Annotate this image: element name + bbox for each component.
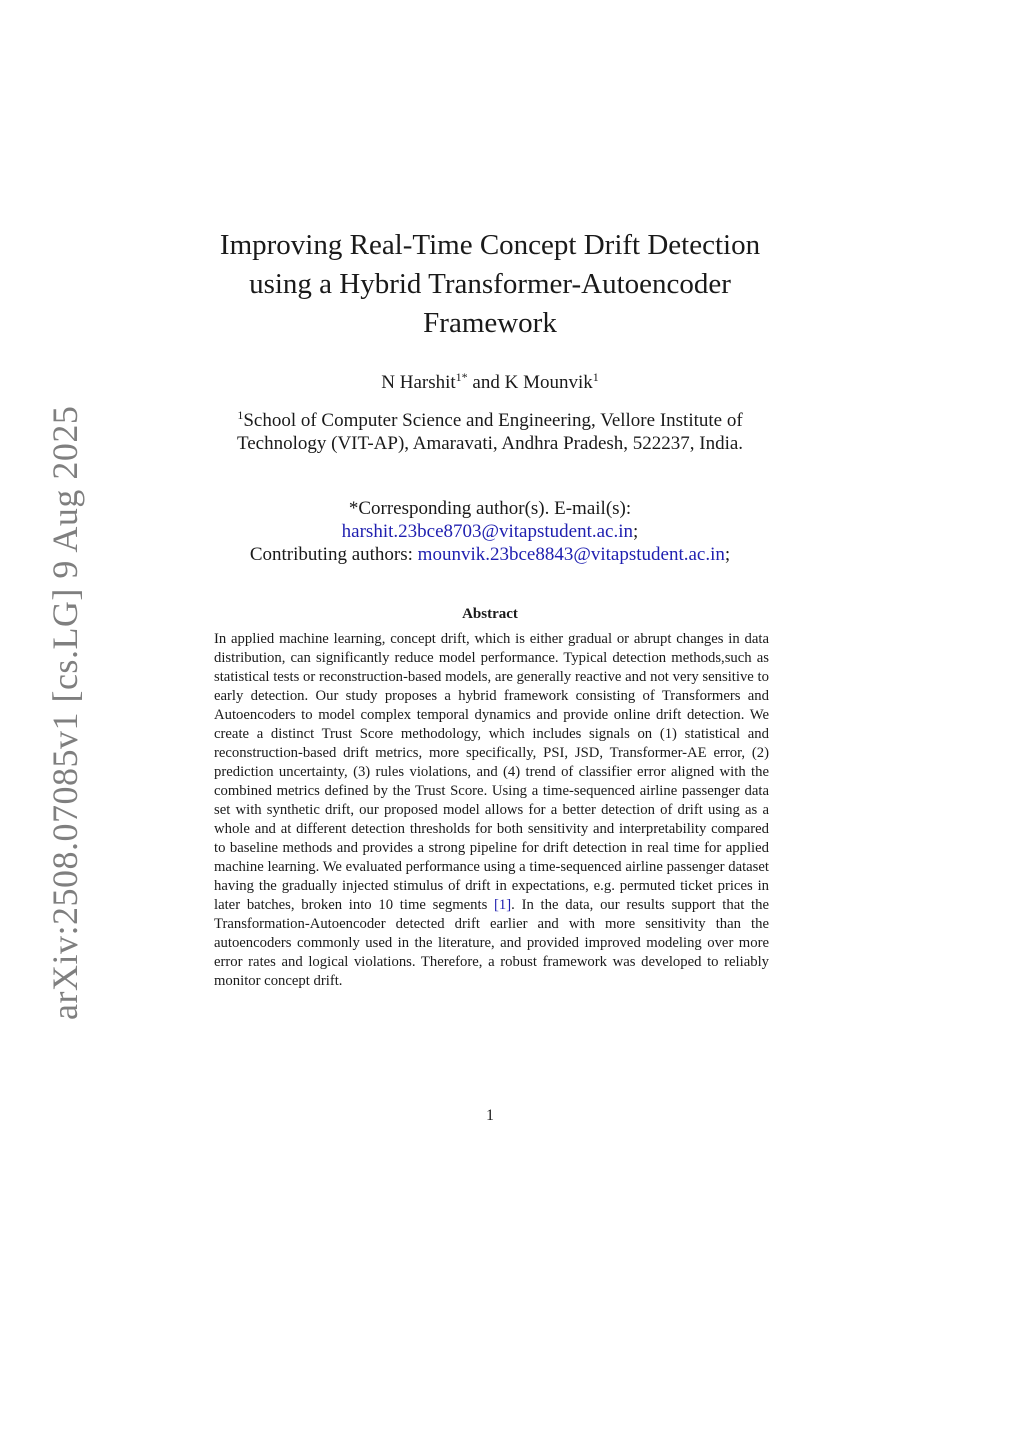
abstract-text: In applied machine learning, concept drift, which is either gradual or abrupt changes in data distribution, can significantly reduce model performance. Typical detection methods,such as statistical tests or reconstruction-based models, are generally reactive and not very sensitive to early detection. Our study proposes a hybrid framework consisting of Transformers and Autoencoders to model complex temporal dynamics and provide online drift detection. We create a distinct Trust Score methodology, which includes signals on (1) statistical and reconstruction-based drift metrics, more specifically, PSI, JSD, Transformer-AE error, (2) prediction uncertainty, (3) rules violations, and (4) trend of classifier error aligned with the combined metrics defined by the Trust Score. Using a time-sequenced airline passenger data set with synthetic drift, our proposed model allows for a better detection of drift using as a whole and at different detection thresholds for both sensitivity and interpretability compared to baseline methods and provides a strong pipeline for drift detection in real time for applied machine learning. We evaluated performance using a time-sequenced airline passenger dataset having the gradually injected stimulus of drift in expectations, e.g. permuted ticket prices in later batches, broken into 10 time segments (214, 631, 769, 913)
abstract-text-continued: . In the data, our results support that the Transformation-Autoencoder detected drift earlier and with more sensitivity than the autoencoders commonly used in the literature, and provided improved modeling over more error rates and logical violations. Therefore, a robust framework was developed to reliably monitor concept drift. (214, 897, 769, 989)
contributing-label: Contributing authors: (249, 544, 418, 565)
citation-link[interactable]: [1] (494, 897, 512, 913)
author-conjunction: and (467, 372, 505, 393)
paper-title (200, 226, 780, 343)
email-separator: ; (633, 521, 639, 542)
abstract-heading: Abstract (462, 606, 518, 622)
author-affiliation-mark: 1 (592, 370, 599, 384)
affiliation-mark: 1 (237, 408, 244, 422)
email-separator: ; (724, 544, 731, 565)
title-line-3: Framework (423, 307, 557, 339)
correspondence-block (200, 497, 780, 566)
abstract-body (214, 630, 769, 991)
title-line-1: Improving Real-Time Concept Drift Detection (219, 229, 761, 261)
affiliation (200, 409, 780, 455)
title-line-2: using a Hybrid Transformer-Autoencoder (249, 268, 731, 300)
author-name: N Harshit (381, 372, 456, 393)
corresponding-label: *Corresponding author(s). E-mail(s): (348, 498, 632, 519)
page-number: 1 (486, 1107, 494, 1124)
author-list (200, 372, 780, 394)
arxiv-identifier-stamp: arXiv:2508.07085v1 [cs.LG] 9 Aug 2025 (45, 405, 85, 1020)
affiliation-line-2: Technology (VIT-AP), Amaravati, Andhra Pradesh, 522237, India. (236, 433, 744, 454)
contributing-email-link[interactable]: mounvik.23bce8843@vitapstudent.ac.in (417, 544, 725, 565)
affiliation-line-1: School of Computer Science and Engineering, Vellore Institute of (243, 410, 743, 431)
author-name: K Mounvik (504, 372, 593, 393)
author-affiliation-mark: 1* (455, 370, 468, 384)
corresponding-email-link[interactable]: harshit.23bce8703@vitapstudent.ac.in (341, 521, 634, 542)
